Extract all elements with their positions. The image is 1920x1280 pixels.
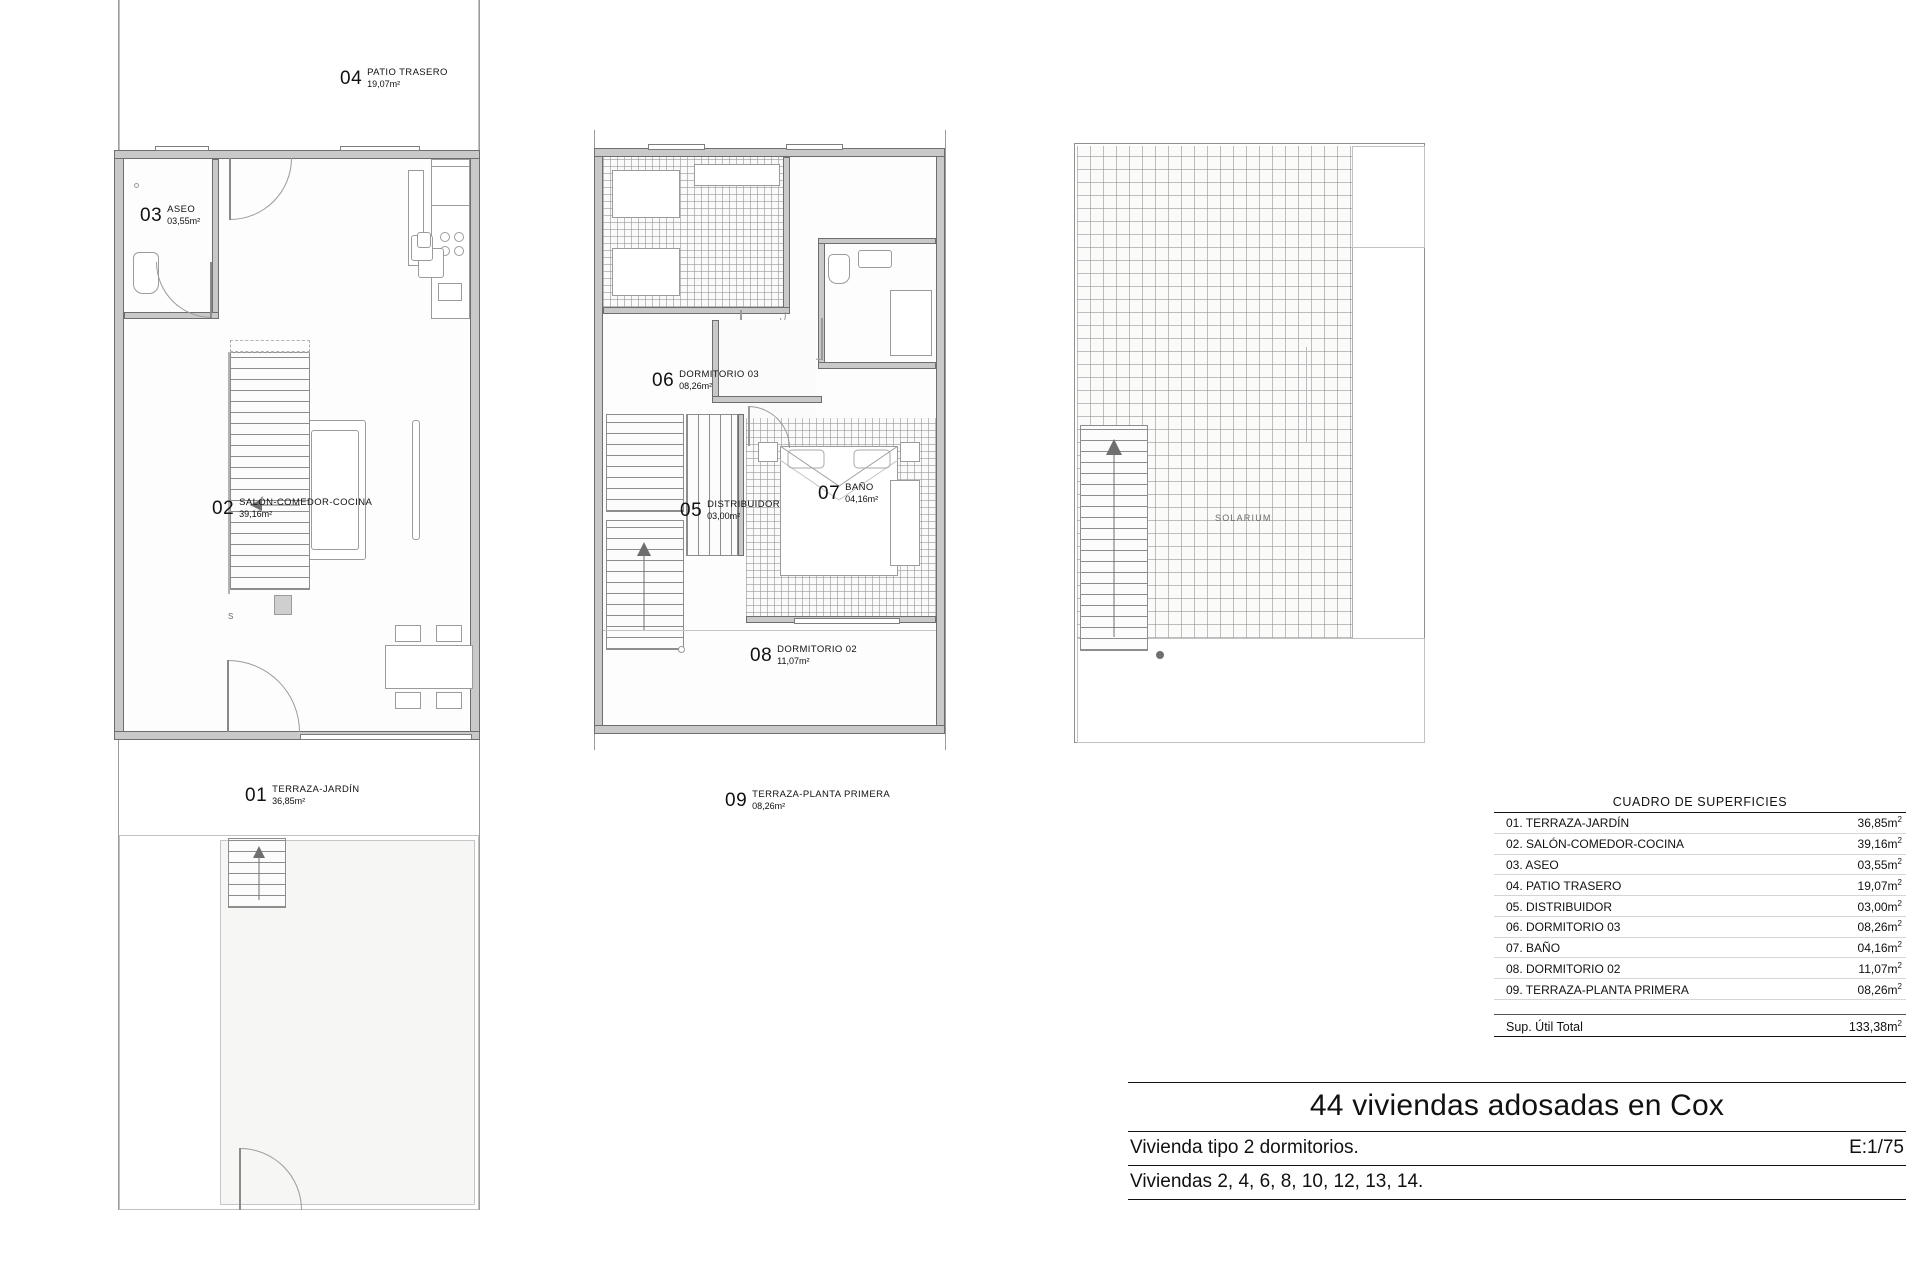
table-row [1494, 834, 1906, 855]
room-number-09: 09 [725, 790, 748, 812]
roof-solarium-plan [1070, 135, 1450, 755]
hob-burner-2 [454, 232, 464, 242]
entry-door-leaf [227, 660, 229, 732]
room-label-04 [340, 68, 448, 89]
first-floor-plan [590, 130, 970, 812]
bed-single-2 [612, 248, 680, 296]
room-area-01: 36,85m² [272, 795, 306, 806]
dining-counter [412, 420, 420, 540]
terrace-drain-icon [678, 646, 685, 653]
surface-label: 09. TERRAZA-PLANTA PRIMERA [1506, 982, 1689, 997]
total-label: Sup. Útil Total [1506, 1020, 1583, 1035]
bathroom-washbasin [858, 250, 892, 268]
surface-label: 05. DISTRIBUIDOR [1506, 899, 1613, 914]
roof-ridge-line [1306, 347, 1307, 442]
room-area-09: 08,26m² [752, 800, 786, 811]
surface-value: $03,55m^2$ [1857, 856, 1902, 872]
title-block [1128, 1082, 1906, 1200]
ff-stair-upper [606, 414, 684, 512]
room-label-07 [818, 483, 878, 504]
wardrobe-bedroom2 [890, 480, 920, 566]
ff-window-top-1 [648, 144, 705, 150]
room-name-06: DORMITORIO 03 [679, 369, 760, 380]
aseo-drain-icon [134, 183, 139, 188]
surface-value: $08,26m^2$ [1857, 981, 1902, 997]
project-units: Viviendas 2, 4, 6, 8, 10, 12, 13, 14. [1130, 1171, 1424, 1192]
room-area-05: 03,00m² [707, 510, 741, 521]
surface-label: 06. DORMITORIO 03 [1506, 920, 1621, 935]
bathroom-toilet [828, 254, 850, 284]
bed-single-1 [612, 170, 680, 218]
sofa-seat [311, 430, 359, 550]
shower-tray [890, 290, 932, 356]
surface-label: 04. PATIO TRASERO [1506, 878, 1622, 893]
surface-label: 03. ASEO [1506, 857, 1559, 872]
room-number-05: 05 [680, 500, 703, 522]
ground-stair [230, 352, 310, 590]
project-subtitle: Vivienda tipo 2 dormitorios. [1130, 1137, 1359, 1158]
room-area-06: 08,26m² [679, 380, 713, 391]
room-label-03 [140, 205, 200, 226]
surface-label: 02. SALÓN-COMEDOR-COCINA [1506, 837, 1685, 852]
surface-value: $04,16m^2$ [1857, 940, 1902, 956]
ground-wall-top [114, 150, 480, 159]
room-area-03: 03,55m² [167, 215, 201, 226]
patio-door-leaf [229, 158, 231, 220]
room-area-08: 11,07m² [777, 655, 810, 666]
roof-parapet-line [1352, 248, 1353, 638]
room-name-08: DORMITORIO 02 [777, 644, 858, 655]
room-name-09: TERRAZA-PLANTA PRIMERA [752, 789, 891, 800]
kitchen-upper-unit [431, 166, 470, 206]
surface-value: $08,26m^2$ [1857, 919, 1902, 935]
dining-chair-3 [395, 692, 421, 709]
stair-edge-dash [230, 352, 310, 353]
ff-stair-arrow-icon [608, 530, 680, 640]
roof-extension [1352, 146, 1425, 248]
dining-chair-1 [395, 625, 421, 642]
surfaces-total-row [1494, 1015, 1906, 1036]
window-top-1 [155, 146, 209, 151]
room-area-04: 19,07m² [367, 78, 401, 89]
room-label-06 [652, 370, 759, 391]
title-subtitle-row [1128, 1132, 1906, 1165]
table-row [1494, 875, 1906, 896]
room-name-04: PATIO TRASERO [367, 67, 448, 78]
room-number-04: 04 [340, 68, 363, 90]
table-row [1494, 813, 1906, 834]
surfaces-table [1494, 795, 1906, 1037]
ff-window-bedroom2 [794, 618, 900, 624]
dining-chair-4 [436, 692, 462, 709]
nightstand-right [900, 442, 920, 462]
roof-lower-block [1077, 638, 1425, 743]
interior-partition [228, 352, 230, 594]
room-area-07: 04,16m² [845, 493, 879, 504]
surface-label: 07. BAÑO [1506, 941, 1561, 956]
ground-floor-plan [100, 0, 500, 1230]
bed-quilt-icon [780, 446, 898, 576]
room-label-09 [725, 790, 890, 811]
bathroom-wall-bottom [818, 362, 936, 369]
room-number-07: 07 [818, 483, 841, 505]
window-bottom-sill [300, 734, 472, 740]
room-label-01 [245, 785, 360, 806]
ff-wall-right [936, 148, 945, 734]
table-row [1494, 938, 1906, 959]
room-number-08: 08 [750, 645, 773, 667]
room-name-05: DISTRIBUIDOR [707, 499, 781, 510]
ff-stair-landing [686, 414, 738, 556]
surface-value: $11,07m^2$ [1858, 960, 1902, 976]
solarium-label: SOLARIUM [1215, 513, 1272, 523]
total-value: $133,38m^2$ [1848, 1019, 1902, 1035]
ff-wall-top [594, 148, 945, 157]
stair-wall-right [738, 414, 744, 556]
tv-unit [417, 232, 431, 248]
room-label-05 [680, 500, 780, 521]
surface-value: $36,85m^2$ [1857, 815, 1902, 831]
room-label-02 [212, 498, 372, 519]
roof-drain-icon [1156, 651, 1164, 659]
toilet-fixture [133, 252, 159, 294]
room-label-08 [750, 645, 857, 666]
ff-window-top-2 [786, 144, 843, 150]
drawing-scale: E:1/75 [1849, 1137, 1904, 1158]
room-number-02: 02 [212, 498, 235, 520]
room-name-02: SALÓN-COMEDOR-COCINA [239, 497, 373, 508]
table-row [1494, 917, 1906, 938]
table-row [1494, 896, 1906, 917]
bathroom-wall-top [818, 238, 936, 244]
surface-label: 01. TERRAZA-JARDÍN [1506, 816, 1630, 831]
stair-note: S [228, 612, 235, 621]
hall-wall-bottom [712, 396, 822, 403]
aseo-wall-right [212, 159, 219, 319]
hall-zone [240, 340, 310, 352]
terrace-rail [603, 630, 936, 631]
ff-wall-left [594, 148, 603, 734]
hob-burner-4 [454, 246, 464, 256]
surface-value: $39,16m^2$ [1857, 836, 1902, 852]
project-title: 44 viviendas adosadas en Cox [1309, 1089, 1725, 1122]
roof-stair-arrow-icon [1082, 431, 1146, 647]
ground-wall-left [114, 150, 124, 740]
dining-chair-2 [436, 625, 462, 642]
surfaces-table-bottom-rule [1494, 1036, 1906, 1037]
wardrobe-bedroom3 [694, 164, 780, 186]
dining-table [385, 645, 473, 689]
surface-value: $03,00m^2$ [1857, 898, 1902, 914]
room-name-01: TERRAZA-JARDÍN [272, 784, 360, 795]
aseo-door-leaf [210, 262, 212, 318]
stair-post [274, 595, 292, 615]
room-number-06: 06 [652, 370, 675, 392]
ff-plot-line-right [945, 130, 946, 750]
title-rule-bottom [1128, 1199, 1906, 1200]
surfaces-table-title: CUADRO DE SUPERFICIES [1612, 795, 1788, 809]
surface-value: $19,07m^2$ [1857, 877, 1902, 893]
garden-stair-arrow-icon [232, 840, 286, 906]
table-row [1494, 979, 1906, 1000]
room-number-03: 03 [140, 205, 163, 227]
room-number-01: 01 [245, 785, 268, 807]
garden-gate-leaf [239, 1148, 241, 1210]
room-name-07: BAÑO [845, 482, 874, 493]
room-name-03: ASEO [167, 204, 196, 215]
bedroom3-wall-right [783, 157, 790, 314]
table-row [1494, 855, 1906, 876]
room-area-02: 39,16m² [239, 508, 273, 519]
table-row [1494, 958, 1906, 979]
window-top-2 [340, 146, 420, 151]
ff-wall-bottom [594, 725, 945, 734]
surface-label: 08. DORMITORIO 02 [1506, 961, 1621, 976]
